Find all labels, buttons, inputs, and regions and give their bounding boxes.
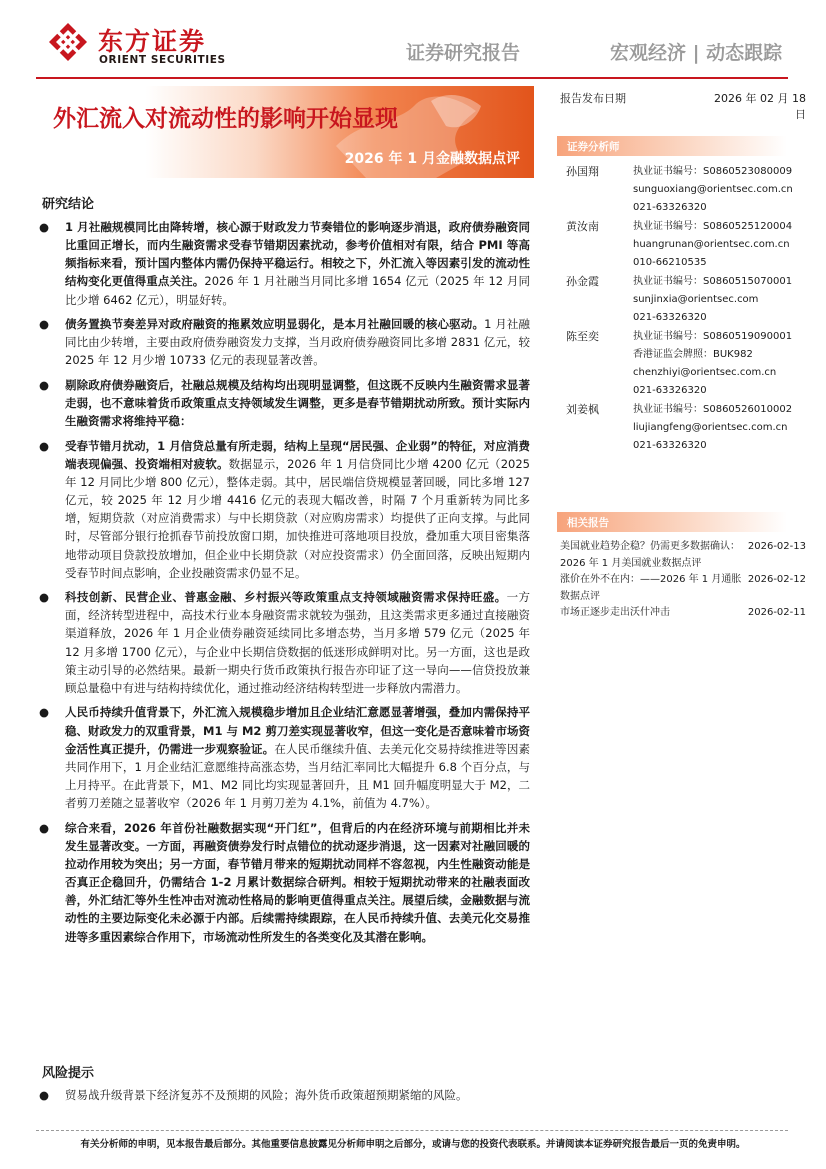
analyst-email[interactable]: huangrunan@orientsec.com.cn [633, 239, 790, 250]
bullet-dot-icon: ● [39, 705, 50, 720]
footer-divider [36, 1130, 788, 1131]
related-report-item[interactable] [560, 538, 806, 572]
bullet-bold-text: 剔除政府债券融资后，社融总规模及结构均出现明显调整，但这既不反映内生融资需求显著走弱，也不意味着货币政策重点支持领域发生调整，更多是春节错期扰动所致。预计实际内生融资需求将维持平稳： [65, 377, 530, 429]
analyst-email[interactable]: liujiangfeng@orientsec.com.cn [633, 422, 788, 433]
analyst-name: 黄汝南 [566, 220, 599, 233]
bullet-dot-icon: ● [39, 317, 50, 332]
analyst-details [633, 401, 792, 455]
bullet-text: 1 月社融同比由少转增，主要由政府债券融资发力支撑，当月政府债券融资同比多增 2831 亿元，较 2025 年 12 月少增 10733 亿元的表现显著改善。 [65, 317, 530, 368]
analyst-details [633, 218, 792, 272]
analyst-details [633, 163, 793, 217]
bullet-bold-text: 1 月社融规模同比由降转增，核心源于财政发力节奏错位的影响逐步消退，政府债券融资同比重回正增长，而内生融资需求受春节错期因素扰动，参考价值相对有限，结合 PMI 等高频指标来看，预计国内整体内需仍保持平稳运行。相较之下，外汇流入等因素引发的流动性结构变化更值得重点关注。 [65, 220, 530, 289]
analyst-license: 执业证书编号：S0860526010002 [633, 404, 793, 415]
bullet-dot-icon: ● [39, 377, 50, 392]
analysts-header [557, 136, 787, 156]
list-item [38, 218, 530, 309]
publish-date-value: 2026 年 02 月 18 日 [714, 92, 806, 121]
related-reports-header-label: 相关报告 [567, 517, 609, 529]
list-item [38, 819, 530, 946]
logo-text-cn: 东方证券 [98, 27, 207, 56]
related-report-title[interactable]: 美国就业趋势企稳？仍需更多数据确认：2026 年 1 月美国就业数据点评 [560, 541, 740, 569]
title-banner [36, 86, 534, 178]
logo-text-en: ORIENT SECURITIES [99, 54, 226, 66]
report-type-label: 证券研究报告 [406, 42, 521, 64]
list-item [38, 315, 530, 369]
bullet-bold-text: 综合来看，2026 年首份社融数据实现“开门红”，但背后的内在经济环境与前期相比并未发生显著改变。一方面，再融资债券发行时点错位的扰动逐步消退，这一因素对社融回暖的拉动作用较为突出；另一方面，春节错月带来的短期扰动同样不容忽视，内生性融资动能是否真正企稳回升，仍需结合 1-2 月累计数据综合研判。相较于短期扰动带来的社融表面改善，外汇结汇等外生性冲击对流动性格局的影响更值得重点关注。展望后续，金融数据与流动性的主要边际变化未必源于内部。后续需持续跟踪，在人民币持续升值、去美元化交易推进等多重因素综合作用下，市场流动性所发生的各类变化及其潜在影响。 [65, 820, 530, 944]
related-reports-header [557, 512, 787, 532]
analyst-name: 陈至奕 [566, 330, 599, 343]
bullet-bold-text: 受春节错月扰动，1 月信贷总量有所走弱，结构上呈现“居民强、企业弱”的特征，对应消费端表现偏强、投资端相对疲软。 [65, 438, 530, 471]
orient-logo-icon [48, 22, 88, 62]
analyst-license: 执业证书编号：S0860525120004 [633, 221, 793, 232]
related-report-item[interactable] [560, 604, 806, 621]
bullet-dot-icon: ● [39, 438, 50, 453]
bullet-bold-text: 债务置换节奏差异对政府融资的拖累效应明显弱化，是本月社融回暖的核心驱动。 [65, 317, 485, 332]
bullet-bold-text: 人民币持续升值背景下，外汇流入规模稳步增加且企业结汇意愿显著增强，叠加内需保持平稳、财政发力的双重背景，M1 与 M2 剪刀差实现显著收窄，但这一变化是否意味着市场资金活性真正提升，仍需进一步观察验证。 [65, 705, 530, 756]
related-report-item[interactable] [560, 571, 806, 605]
page-header [0, 0, 826, 80]
analyst-license: 执业证书编号：S0860515070001 [633, 276, 793, 287]
related-report-date: 2026-02-12 [747, 574, 806, 585]
related-report-date: 2026-02-11 [747, 607, 806, 618]
publish-date-label: 报告发布日期 [560, 92, 626, 105]
related-report-title[interactable]: 涨价在外不在内：——2026 年 1 月通胀数据点评 [560, 574, 742, 602]
bullet-dot-icon: ● [39, 590, 50, 605]
section-title-conclusion: 研究结论 [42, 197, 95, 212]
report-category: 宏观经济 | 动态跟踪 [610, 42, 783, 64]
header-divider [36, 77, 788, 79]
analyst-hk-license: 香港证监会牌照：BUK982 [633, 349, 753, 360]
analyst-email[interactable]: chenzhiyi@orientsec.com.cn [633, 367, 777, 378]
analyst-phone: 021-63326320 [633, 440, 707, 451]
report-title: 外汇流入对流动性的影响开始显现 [53, 106, 398, 132]
analyst-license: 执业证书编号：S0860523080009 [633, 166, 793, 177]
analyst-email[interactable]: sunjinxia@orientsec.com [633, 294, 759, 305]
analyst-phone: 021-63326320 [633, 202, 707, 213]
related-report-title[interactable]: 市场正逐步走出沃什冲击 [560, 607, 670, 618]
analyst-license: 执业证书编号：S0860519090001 [633, 331, 793, 342]
analyst-phone: 010-66210535 [633, 257, 707, 268]
section-title-risk: 风险提示 [42, 1066, 95, 1081]
analyst-name: 孙国翔 [566, 165, 599, 178]
bullet-dot-icon: ● [39, 220, 50, 234]
analyst-details [633, 328, 792, 400]
analyst-phone: 021-63326320 [633, 312, 707, 323]
list-item [38, 703, 530, 812]
bullet-dot-icon: ● [39, 1088, 50, 1102]
bullet-dot-icon: ● [39, 820, 50, 835]
bullet-text: 在人民币继续升值、去美元化交易持续推进等因素共同作用下，1 月企业结汇意愿维持高涨态势，当月结汇率同比大幅提升 6.8 个百分点，与上月持平。在此背景下，M1、M2 同比均实现显著回升，且 M1 回升幅度明显大于 M2，二者剪刀差随之显著收窄（2026 年 1 月剪刀差为 4.1%，前值为 4.7%）。 [65, 741, 531, 811]
analysts-header-label: 证券分析师 [567, 141, 620, 153]
conclusion-list [38, 218, 530, 952]
analyst-name: 刘姜枫 [566, 403, 599, 416]
related-report-date: 2026-02-13 [747, 541, 806, 552]
list-item [38, 376, 530, 430]
list-item [38, 437, 530, 582]
bullet-bold-text: 科技创新、民营企业、普惠金融、乡村振兴等政策重点支持领域融资需求保持旺盛。 [65, 590, 507, 605]
bullet-text: 一方面，经济转型进程中，高技术行业本身融资需求就较为强劲，且这类需求更多通过直接融资渠道释放，2026 年 1 月企业债券融资延续同比多增态势，当月多增 579 亿元（2025 年 12 月多增 1700 亿元），与企业中长期信贷数据的低迷形成鲜明对比。另一方面，这也是政策主动引导的必然结果。最新一期央行货币政策执行报告亦印证了这一导向——信贷投放兼顾总量稳中有进与结构持续优化，通过推动经济结构转型进一步释放内需潜力。 [65, 590, 530, 695]
analyst-details [633, 273, 792, 327]
footer-disclaimer: 有关分析师的申明，见本报告最后部分。其他重要信息披露见分析师申明之后部分，或请与您的投资代表联系。并请阅读本证券研究报告最后一页的免责申明。 [80, 1139, 746, 1150]
bullet-text: 数据显示，2026 年 1 月信贷同比少增 4200 亿元（2025 年 12 月同比少增 800 亿元），整体走弱。其中，居民端信贷规模显著回暖，同比多增 127 亿元，较 2025 年 12 月少增 4416 亿元的表现大幅改善，时隔 7 个月重新转为同比多增，短期贷款（对应消费需求）与中长期贷款（对应购房需求）均提供了正向支撑。与此同时，尽管部分银行抢抓春节前投放窗口期，加快推进可落地项目投放，叠加重大项目密集落地带动项目贷款投放增加，但企业中长期贷款（对应投资需求）仍全面回落，反映出短期内受春节时间点影响，企业投融资需求仍显不足。 [65, 456, 530, 580]
report-subtitle: 2026 年 1 月金融数据点评 [344, 151, 520, 167]
list-item [38, 588, 530, 697]
analyst-name: 孙金霞 [566, 275, 599, 288]
bullet-text: 2026 年 1 月社融当月同比多增 1654 亿元（2025 年 12 月同比少增 6462 亿元），明显好转。 [65, 274, 530, 307]
analyst-phone: 021-63326320 [633, 385, 707, 396]
risk-text: 贸易战升级背景下经济复苏不及预期的风险；海外货币政策超预期紧缩的风险。 [65, 1088, 468, 1102]
analyst-email[interactable]: sunguoxiang@orientsec.com.cn [633, 184, 793, 195]
